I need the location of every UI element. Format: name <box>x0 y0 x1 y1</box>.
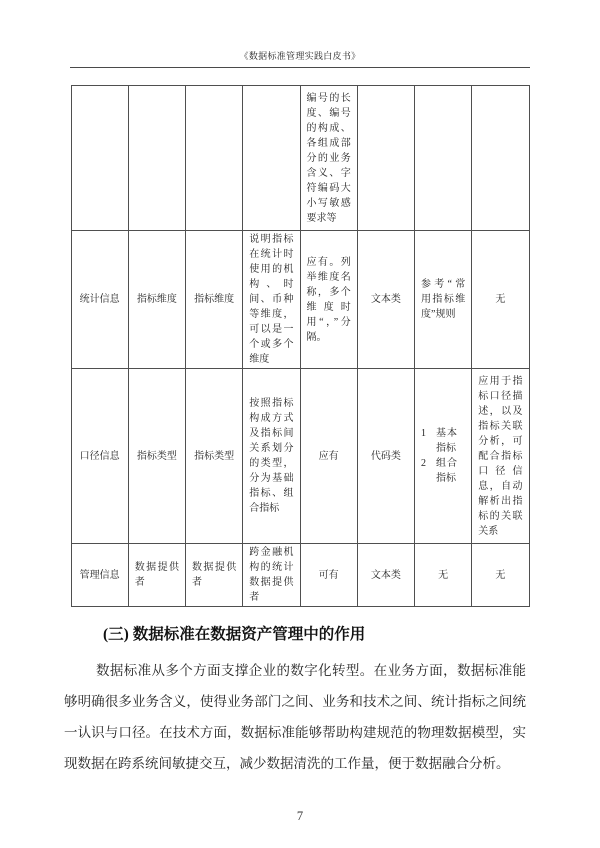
table-row-scope-info <box>71 369 529 544</box>
table-cell-r4c1: 管理信息 <box>71 544 128 607</box>
table-cell-r4c2: 数据提供者 <box>128 544 185 607</box>
table-cell-r3c2: 指标类型 <box>128 369 185 544</box>
table-cell-r1c7 <box>415 86 472 231</box>
table-cell-r4c5: 可有 <box>300 544 357 607</box>
section-heading: (三) 数据标准在数据资产管理中的作用 <box>103 626 366 643</box>
table-cell-r4c7: 无 <box>415 544 472 607</box>
table-row-statistics-info <box>71 231 529 369</box>
table-cell-r2c7: 参考“常用指标维度”规则 <box>415 231 472 369</box>
running-title: 《数据标准管理实践白皮书》 <box>239 51 361 61</box>
table-cell-r2c8: 无 <box>472 231 529 369</box>
table-cell-r3c7-code-values <box>415 369 472 544</box>
table-cell-r3c8: 应用于指标口径描述，以及指标关联分析，可配合指标口径信息，自动解析出指标的关联关系 <box>472 369 529 544</box>
table-cell-r2c6: 文本类 <box>357 231 414 369</box>
table-cell-r1c6 <box>357 86 414 231</box>
table-cell-r3c4: 按照指标构成方式及指标间关系划分的类型，分为基础指标、组合指标 <box>243 369 300 544</box>
table-cell-r1c1 <box>71 86 128 231</box>
table-cell-r1c3 <box>186 86 243 231</box>
table-row-management-info <box>71 544 529 607</box>
page-number: 7 <box>296 809 304 823</box>
table-cell-r2c2: 指标维度 <box>128 231 185 369</box>
table-cell-r4c4: 跨金融机构的统计数据提供者 <box>243 544 300 607</box>
table-cell-r2c4: 说明指标在统计时使用的机构、时间、币种等维度，可以是一个或多个维度 <box>243 231 300 369</box>
indicator-attributes-table <box>71 85 530 607</box>
table-cell-r3c3: 指标类型 <box>186 369 243 544</box>
table-cell-r3c1: 口径信息 <box>71 369 128 544</box>
table-cell-r3c6: 代码类 <box>357 369 414 544</box>
code-value-label: 组合指标 <box>436 458 457 484</box>
table-row-continuation <box>71 86 529 231</box>
page-body <box>0 85 600 779</box>
code-value-item <box>421 426 465 456</box>
table-cell-r4c3: 数据提供者 <box>186 544 243 607</box>
code-value-number: 2 <box>421 458 426 469</box>
table-cell-r1c4 <box>243 86 300 231</box>
code-value-label: 基本指标 <box>436 428 457 454</box>
page-footer <box>0 809 600 824</box>
table-cell-r2c3: 指标维度 <box>186 231 243 369</box>
table-cell-r2c1: 统计信息 <box>71 231 128 369</box>
body-paragraph: 数据标准从多个方面支撑企业的数字化转型。在业务方面，数据标准能够明确很多业务含义，使得业务部门之间、业务和技术之间、统计指标之间统一认识与口径。在技术方面，数据标准能够帮助构建规范的物理数据模型，实现数据在跨系统间敏捷交互，减少数据清洗的工作量，便于数据融合分析。 <box>64 663 526 771</box>
code-value-number: 1 <box>421 428 426 439</box>
table-cell-r2c5: 应有。列举维度名称，多个维度时用“，”分隔。 <box>300 231 357 369</box>
table-cell-r4c8: 无 <box>472 544 529 607</box>
table-cell-r3c5: 应有 <box>300 369 357 544</box>
page-header <box>0 0 600 68</box>
table-cell-r1c8 <box>472 86 529 231</box>
table-cell-r4c6: 文本类 <box>357 544 414 607</box>
table-cell-r1c5: 编号的长度、编号的构成、各组成部分的业务含义、字符编码大小写敏感要求等 <box>300 86 357 231</box>
code-value-item <box>421 456 465 486</box>
table-cell-r1c2 <box>128 86 185 231</box>
header-rule <box>70 67 530 68</box>
